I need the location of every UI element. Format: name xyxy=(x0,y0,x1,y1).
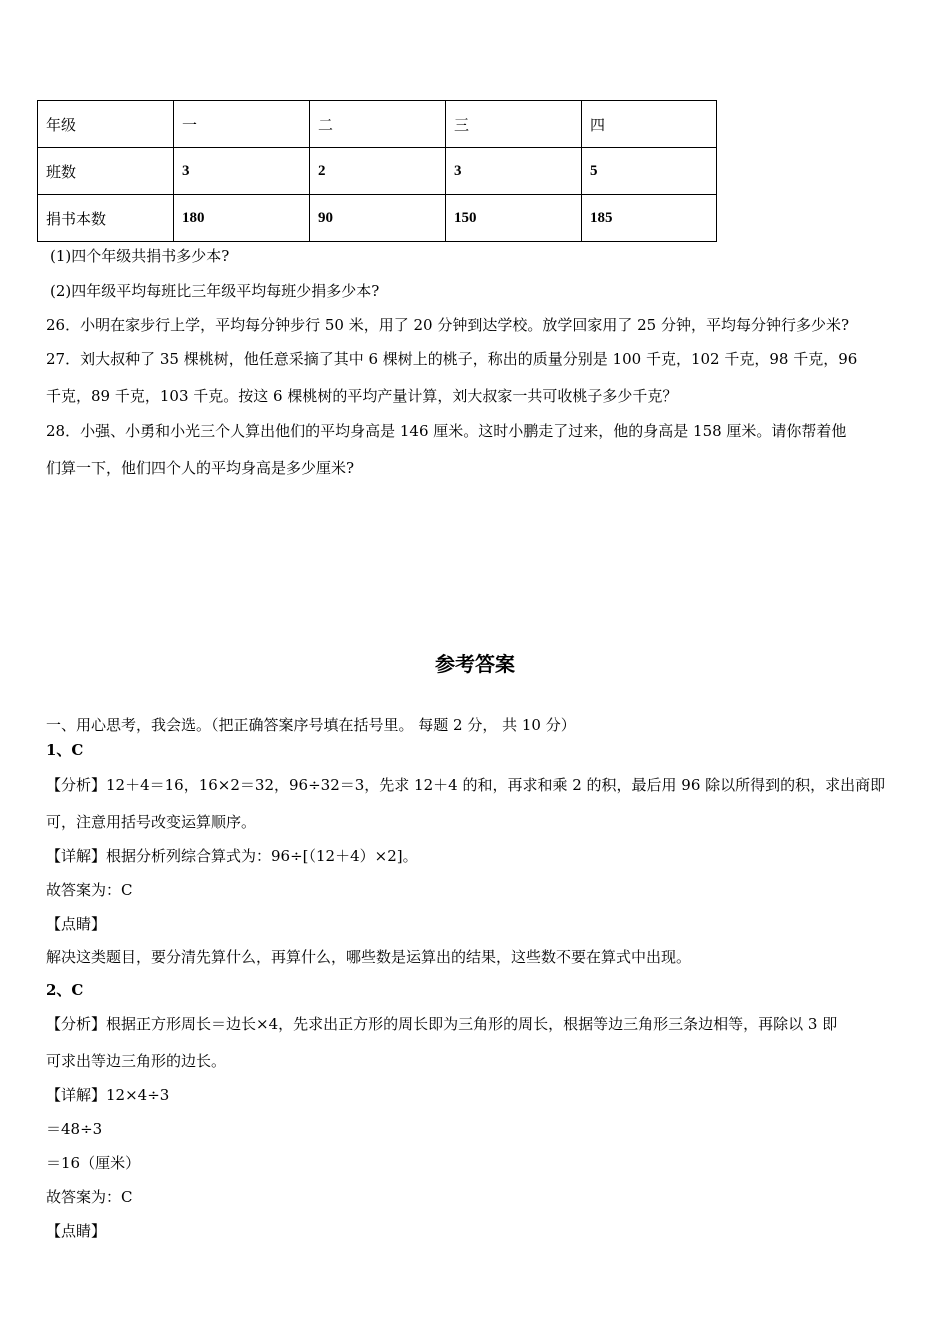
section-1-heading: 一、用心思考，我会选。（把正确答案序号填在括号里。 每题 2 分， 共 10 分） xyxy=(46,716,576,734)
table-row xyxy=(38,101,717,148)
answer-1-note-label: 【点睛】 xyxy=(46,915,107,933)
question-28-line-1: 28．小强、小勇和小光三个人算出他们的平均身高是 146 厘米。这时小鹏走了过来，他的身高是 158 厘米。请你帮着他 xyxy=(46,422,847,440)
table-cell: 一 xyxy=(174,101,310,148)
table-cell: 二 xyxy=(310,101,446,148)
question-27-line-1: 27．刘大叔种了 35 棵桃树，他任意采摘了其中 6 棵树上的桃子，称出的质量分别是 100 千克，102 千克，98 千克，96 xyxy=(46,350,858,368)
answer-2-result: 故答案为：C xyxy=(46,1188,133,1206)
table-cell: 3 xyxy=(174,148,310,195)
answer-2-step-1: ＝48÷3 xyxy=(46,1120,103,1138)
answer-2-step-2: ＝16（厘米） xyxy=(46,1154,141,1172)
answer-1-detail: 【详解】根据分析列综合算式为：96÷[（12＋4）×2]。 xyxy=(46,847,418,865)
table-cell: 185 xyxy=(582,195,717,242)
table-cell: 年级 xyxy=(38,101,174,148)
table-row xyxy=(38,148,717,195)
answer-2-analysis-line-2: 可求出等边三角形的边长。 xyxy=(46,1052,227,1070)
table-cell: 5 xyxy=(582,148,717,195)
answer-2-analysis-line-1: 【分析】根据正方形周长＝边长×4，先求出正方形的周长即为三角形的周长，根据等边三角形三条边相等，再除以 3 即 xyxy=(46,1015,838,1033)
answer-2-note-label: 【点睛】 xyxy=(46,1222,107,1240)
answers-title: 参考答案 xyxy=(435,652,515,676)
answer-1-analysis-line-2: 可，注意用括号改变运算顺序。 xyxy=(46,813,257,831)
question-25-part-1: (1)四个年级共捐书多少本? xyxy=(50,247,230,265)
table-cell: 2 xyxy=(310,148,446,195)
table-cell: 捐书本数 xyxy=(38,195,174,242)
donation-table xyxy=(37,100,717,242)
table-cell: 四 xyxy=(582,101,717,148)
answer-2-detail: 【详解】12×4÷3 xyxy=(46,1086,170,1104)
answer-1-heading: 1、C xyxy=(46,741,84,759)
question-27-line-2: 千克，89 千克，103 千克。按这 6 棵桃树的平均产量计算，刘大叔家一共可收桃子多少千克？ xyxy=(46,387,678,405)
answer-1-note: 解决这类题目，要分清先算什么，再算什么，哪些数是运算出的结果，这些数不要在算式中出现。 xyxy=(46,948,692,966)
table-cell: 3 xyxy=(446,148,582,195)
answer-2-heading: 2、C xyxy=(46,981,84,999)
question-26: 26．小明在家步行上学，平均每分钟步行 50 米，用了 20 分钟到达学校。放学回家用了 25 分钟，平均每分钟行多少米? xyxy=(46,316,850,334)
table-cell: 180 xyxy=(174,195,310,242)
answer-1-result: 故答案为：C xyxy=(46,881,133,899)
table-cell: 三 xyxy=(446,101,582,148)
table-cell: 班数 xyxy=(38,148,174,195)
question-25-part-2: (2)四年级平均每班比三年级平均每班少捐多少本? xyxy=(50,282,380,300)
table-row xyxy=(38,195,717,242)
table-cell: 150 xyxy=(446,195,582,242)
answer-1-analysis-line-1: 【分析】12＋4＝16，16×2＝32，96÷32＝3，先求 12＋4 的和，再求和乘 2 的积，最后用 96 除以所得到的积，求出商即 xyxy=(46,776,886,794)
table-cell: 90 xyxy=(310,195,446,242)
question-28-line-2: 们算一下，他们四个人的平均身高是多少厘米? xyxy=(46,459,355,477)
